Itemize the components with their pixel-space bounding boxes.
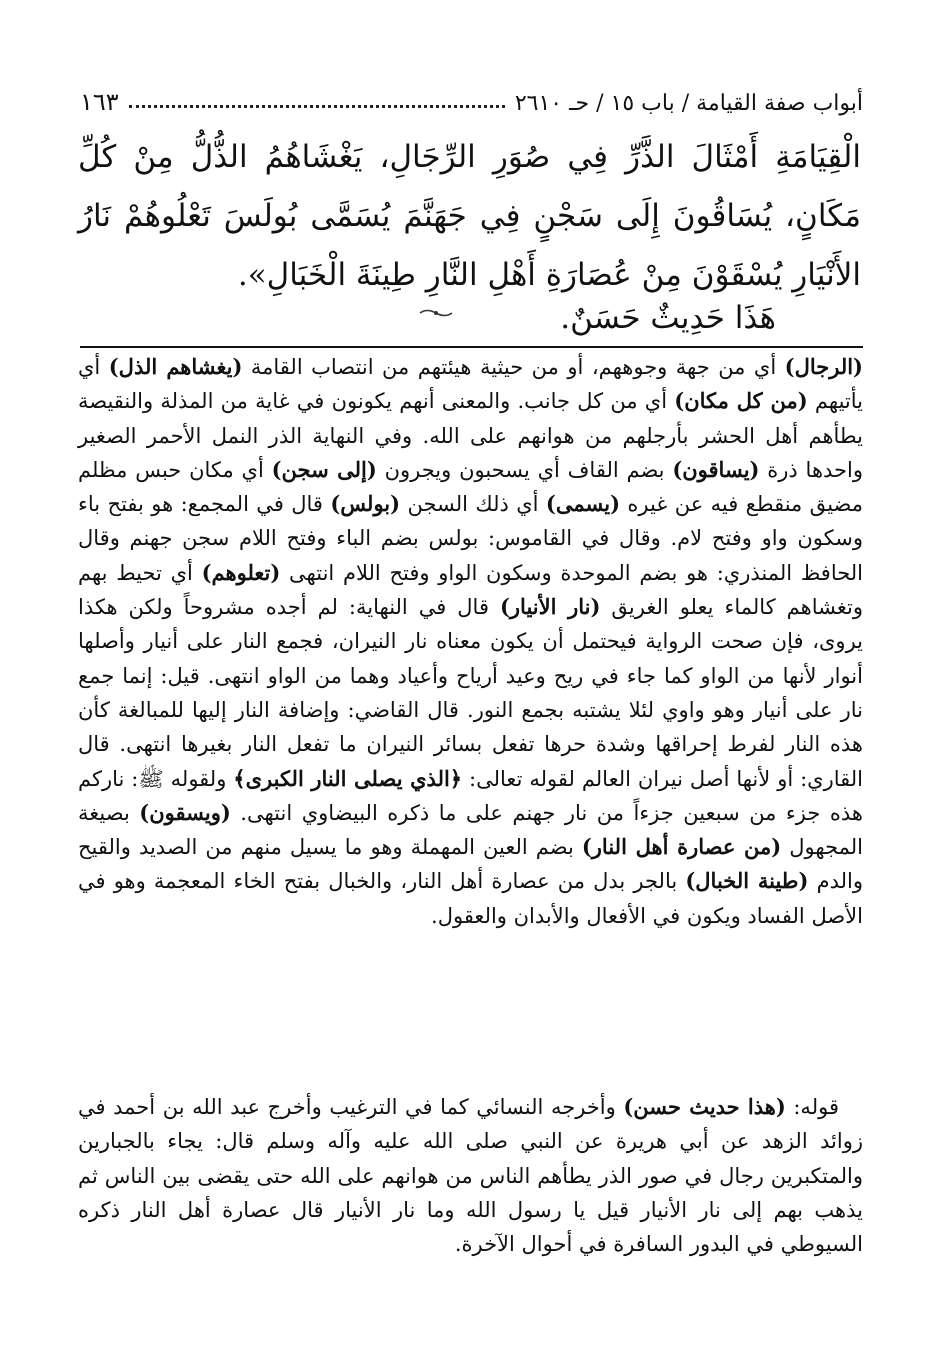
commentary-text: بضم القاف أي يسحبون ويجرون: [376, 457, 673, 482]
commentary-text: ولقوله ﷺ: ناركم هذه جزء من سبعين جزءاً من نار جهنم على ما ذكره البيضاوي انتهى.: [78, 766, 863, 825]
bold-term: (نار الأنيار): [499, 594, 601, 620]
bold-term: ﴿الذي يصلى النار الكبرى﴾: [233, 765, 463, 791]
commentary-text: أي من جهة وجوههم، أو من حيثية هيئتهم من انتصاب القامة: [242, 355, 785, 379]
commentary-text: بالجر بدل من عصارة أهل النار، والخبال بفتح الخاء المعجمة وهو في الأصل الفساد ويكون في الأفعال والأبدان والعقول.: [78, 869, 863, 928]
dotted-leader: [129, 105, 505, 108]
bold-term: (إلى سجن): [271, 456, 377, 482]
commentary-paragraph: [78, 350, 863, 933]
hadith-grading: هَذَا حَدِيثٌ حَسَنٌ.: [560, 300, 776, 336]
commentary-text: أي من كل جانب. والمعنى أنهم يكونون في غاية من المذلة والنقيصة يطأهم أهل الحشر بأرجلهم من هوانهم على الله. وفي النهاية الذر النمل الأحمر الصغير واحدها ذرة: [78, 389, 864, 482]
bold-term: (من عصارة أهل النار): [581, 834, 782, 860]
commentary-text: أي يأتيهم: [78, 355, 864, 414]
commentary-text: قال في النهاية: لم أجده مشروحاً ولكن هكذا يروى، فإن صحت الرواية فيحتمل أن يكون معناه نار النيران، فجمع النار على أنيار وأصلها أنوار لأنها من الواو كما جاء في ريح وعيد أرياح وأعياد وهما من الواو انتهى. قيل: إنما جمع نار على أنيار وهو واوي لئلا يشتبه بجمع النور. قال القاضي: وإضافة النار إليها للمبالغة كأن هذه النار لفرط إحراقها وشدة حرها تفعل بسائر النيران ما تفعل النار بغيرها انتهى. قال القاري: أو لأنها أصل نيران العالم لقوله تعالى:: [78, 595, 864, 791]
commentary-text: أي تحيط بهم وتغشاهم كالماء يعلو الغريق: [78, 560, 863, 620]
note-block: [78, 1090, 863, 1261]
bold-term: (الرجال): [784, 354, 863, 379]
bold-term: (بولس): [330, 491, 401, 517]
bold-term: (ويسقون): [139, 799, 231, 825]
bold-term: (يساقون): [672, 456, 760, 482]
commentary-text: قال في المجمع: هو بفتح باء وسكون واو وفتح لام. وقال في القاموس: بولس بضم الباء وفتح اللام سجن جهنم وقال الحافظ المنذري: هو بضم الموحدة وسكون الواو وفتح اللام انتهى: [78, 492, 864, 585]
commentary-text: أي ذلك السجن: [400, 492, 546, 517]
ornament-icon: [418, 306, 454, 320]
hadith-text: [78, 128, 861, 305]
footnote-divider: [80, 346, 863, 348]
commentary-text: بضم العين المهملة وهو ما يسيل منهم من الصديد والقيح والدم: [78, 835, 864, 894]
bold-term: (هذا حديث حسن): [623, 1094, 786, 1119]
running-header: [80, 80, 863, 116]
bold-term: (يسمى): [545, 491, 621, 517]
commentary-text: بصيغة المجهول: [78, 800, 863, 860]
commentary-text: أي مكان حبس مظلم مضيق منقطع فيه عن غيره: [78, 457, 863, 517]
bold-term: (تعلوهم): [201, 559, 281, 585]
commentary-block: [78, 350, 863, 933]
chapter-title: أبواب صفة القيامة / باب ١٥ / حـ ٢٦١٠: [514, 91, 863, 116]
bold-term: (يغشاهم الذل): [108, 354, 243, 379]
commentary-text: قوله:: [785, 1095, 839, 1119]
commentary-text: وأخرجه النسائي كما في الترغيب وأخرج عبد الله بن أحمد في زوائد الزهد عن أبي هريرة عن النبي صلى الله عليه وآله وسلم قال: يجاء بالجبارين والمتكبرين رجال في صور الذر يطأهم الناس من هوانهم على الله حتى يقضى بين الناس ثم يذهب بهم إلى نار الأنيار قيل يا رسول الله وما نار الأنيار قال عصارة أهل النار ذكره السيوطي في البدور السافرة في أحوال الآخرة.: [78, 1095, 863, 1257]
note-paragraph: [78, 1090, 863, 1261]
bold-term: (طينة الخبال): [685, 868, 809, 894]
hadith-body: الْقِيَامَةِ أَمْثَالَ الذَّرِّ فِي صُوَرِ الرِّجَالِ، يَغْشَاهُمُ الذُّلُّ مِنْ كُلِّ مَكَانٍ، يُسَاقُونَ إِلَى سَجْنٍ فِي جَهَنَّمَ يُسَمَّى بُولَسَ تَعْلُوهُمْ نَارُ الأَنْيَارِ يُسْقَوْنَ مِنْ عُصَارَةِ أَهْلِ النَّارِ طِينَةَ الْخَبَالِ».: [78, 139, 861, 293]
page-number: ١٦٣: [80, 88, 119, 116]
bold-term: (من كل مكان): [674, 388, 808, 414]
